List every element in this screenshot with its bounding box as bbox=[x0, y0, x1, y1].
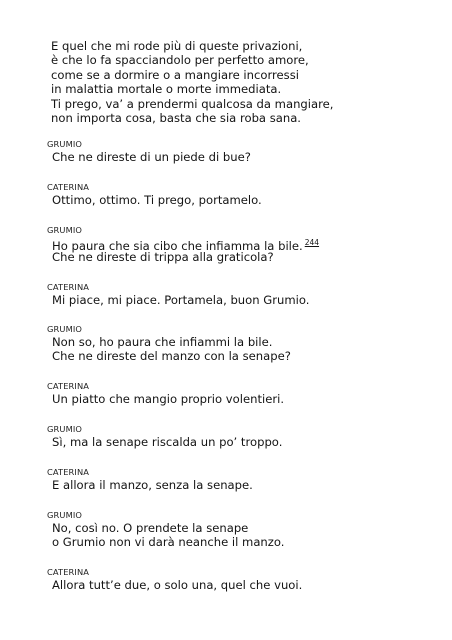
verse-line: Ottimo, ottimo. Ti prego, portamelo. bbox=[52, 193, 262, 207]
verse-line: Sì, ma la senape riscalda un po’ troppo. bbox=[52, 435, 283, 449]
exchange bbox=[47, 282, 89, 292]
speech bbox=[52, 193, 262, 207]
exchange bbox=[47, 381, 89, 391]
speaker-name: CATERINA bbox=[47, 381, 90, 391]
speaker-name: GRUMIO bbox=[47, 324, 83, 334]
verse-line: è che lo fa spacciandolo per perfetto amore, bbox=[51, 53, 309, 68]
verse-line: Allora tutt’e due, o solo una, quel che vuoi. bbox=[52, 578, 303, 592]
speaker-name: CATERINA bbox=[47, 182, 90, 192]
speech bbox=[52, 478, 253, 492]
verse-line: in malattia mortale o morte immediata. bbox=[51, 82, 282, 97]
speaker-name: CATERINA bbox=[47, 567, 90, 577]
verse-line: Che ne direste di trippa alla graticola? bbox=[52, 250, 274, 265]
speech bbox=[52, 521, 284, 550]
exchange bbox=[47, 567, 89, 577]
verse-line: non importa cosa, basta che sia roba sana. bbox=[51, 110, 301, 125]
speaker-name: CATERINA bbox=[47, 467, 90, 477]
verse-line: Che ne direste di un piede di bue? bbox=[52, 150, 251, 164]
speaker-name: GRUMIO bbox=[47, 139, 83, 149]
verse-line: come se a dormire o a mangiare incorressi bbox=[51, 67, 299, 82]
footnote-link[interactable]: 244 bbox=[304, 238, 320, 247]
speech bbox=[52, 293, 309, 307]
verse-line: No, così no. O prendete la senape bbox=[52, 521, 249, 535]
speaker-name: GRUMIO bbox=[47, 225, 83, 235]
exchange bbox=[47, 424, 82, 434]
speech bbox=[52, 435, 282, 449]
verse-line: Che ne direste del manzo con la senape? bbox=[52, 349, 291, 364]
speaker-name: GRUMIO bbox=[47, 510, 83, 520]
exchange bbox=[47, 510, 82, 520]
verse-line: Ti prego, va’ a prendermi qualcosa da mangiare, bbox=[51, 96, 334, 111]
verse-line: Mi piace, mi piace. Portamela, buon Grumio. bbox=[52, 293, 310, 307]
verse-line: E quel che mi rode più di queste privazioni, bbox=[51, 39, 303, 53]
verse-line: o Grumio non vi darà neanche il manzo. bbox=[52, 535, 285, 550]
exchange bbox=[47, 139, 82, 149]
speech bbox=[52, 392, 284, 406]
verse-line: Un piatto che mangio proprio volentieri. bbox=[52, 392, 285, 406]
exchange bbox=[47, 182, 89, 192]
exchange bbox=[47, 467, 89, 477]
exchange bbox=[47, 324, 82, 334]
speech bbox=[52, 236, 319, 265]
verse-line bbox=[52, 236, 320, 253]
speaker-name: CATERINA bbox=[47, 282, 90, 292]
speech bbox=[52, 578, 302, 592]
verse-line: E allora il manzo, senza la senape. bbox=[52, 478, 253, 492]
speech bbox=[52, 150, 251, 164]
exchange bbox=[47, 225, 82, 235]
opening-speech bbox=[51, 39, 333, 125]
verse-text: Ho paura che sia cibo che infiamma la bile. bbox=[52, 239, 303, 253]
speaker-name: GRUMIO bbox=[47, 424, 83, 434]
verse-line: Non so, ho paura che infiammi la bile. bbox=[52, 335, 273, 349]
speech bbox=[52, 335, 291, 364]
